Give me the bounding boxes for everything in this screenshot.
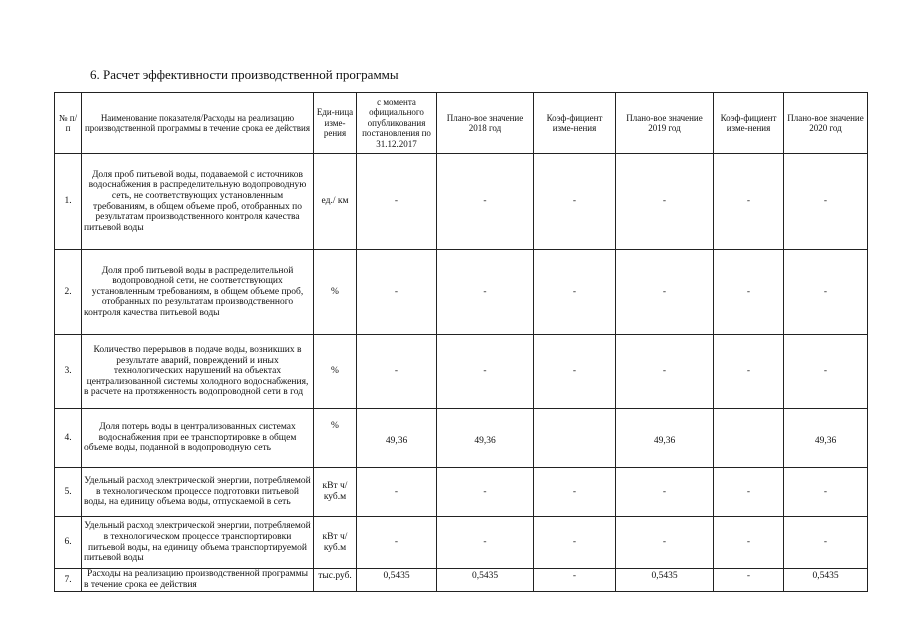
value-2019: -	[616, 154, 714, 250]
value-2020: -	[784, 468, 868, 517]
value-2020: 0,5435	[784, 569, 868, 592]
value-2017: -	[357, 468, 437, 517]
value-coef-2: -	[714, 569, 784, 592]
value-2018: -	[437, 517, 534, 569]
header-num: № п/п	[55, 93, 82, 154]
value-coef-2: -	[714, 335, 784, 409]
value-2020: -	[784, 154, 868, 250]
row-number: 6.	[55, 517, 82, 569]
row-unit: тыс.руб.	[314, 569, 357, 592]
header-coef-2: Коэф-фициент изме-нения	[714, 93, 784, 154]
table-row	[55, 250, 868, 335]
row-name: Доля проб питьевой воды в распределительной водопроводной сети, не соответствующих установленным требованиям, в общем объеме проб, отобранных по результатам производственного контроля качества питьевой воды	[82, 250, 314, 335]
value-coef-2	[714, 409, 784, 468]
row-unit: кВт ч/куб.м	[314, 517, 357, 569]
header-name: Наименование показателя/Расходы на реализацию производственной программы в течение срока ее действия	[82, 93, 314, 154]
value-coef-2: -	[714, 468, 784, 517]
row-unit: кВт ч/куб.м	[314, 468, 357, 517]
value-2019: 49,36	[616, 409, 714, 468]
row-number: 7.	[55, 569, 82, 592]
section-heading: 6. Расчет эффективности производственной программы	[90, 67, 399, 82]
row-unit: %	[314, 409, 357, 468]
value-2019: -	[616, 335, 714, 409]
table-row	[55, 468, 868, 517]
row-name: Доля потерь воды в централизованных системах водоснабжения при ее транспортировке в общем объеме воды, поданной в водопроводную сеть	[82, 409, 314, 468]
value-2018: -	[437, 250, 534, 335]
value-coef-1: -	[534, 154, 616, 250]
header-2019: Плано-вое значение 2019 год	[616, 93, 714, 154]
row-unit: %	[314, 250, 357, 335]
value-coef-1: -	[534, 468, 616, 517]
value-2017: -	[357, 335, 437, 409]
table-row	[55, 154, 868, 250]
value-2019: -	[616, 468, 714, 517]
value-coef-1	[534, 409, 616, 468]
value-2019: -	[616, 250, 714, 335]
value-coef-2: -	[714, 250, 784, 335]
row-number: 5.	[55, 468, 82, 517]
header-2020: Плано-вое значение 2020 год	[784, 93, 868, 154]
row-unit: ед./ км	[314, 154, 357, 250]
value-2019: 0,5435	[616, 569, 714, 592]
table-row	[55, 517, 868, 569]
row-name: Удельный расход электрической энергии, потребляемой в технологическом процессе транспортировки питьевой воды, на единицу объема транспортируемой питьевой воды	[82, 517, 314, 569]
row-unit: %	[314, 335, 357, 409]
row-name: Расходы на реализацию производственной программы в течение срока ее действия	[82, 569, 314, 592]
value-coef-2: -	[714, 517, 784, 569]
table-row	[55, 409, 868, 468]
value-2017: 49,36	[357, 409, 437, 468]
value-2020: -	[784, 250, 868, 335]
row-name: Доля проб питьевой воды, подаваемой с источников водоснабжения в распределительную водопроводную сеть, не соответствующих установленным требованиям, в общем объеме проб, отобранных по результатам производственного контроля качества питьевой воды	[82, 154, 314, 250]
row-name: Удельный расход электрической энергии, потребляемой в технологическом процессе подготовки питьевой воды, на единицу объема воды, отпускаемой в сеть	[82, 468, 314, 517]
header-coef-1: Коэф-фициент изме-нения	[534, 93, 616, 154]
row-number: 2.	[55, 250, 82, 335]
table-header-row	[55, 93, 868, 154]
value-2017: 0,5435	[357, 569, 437, 592]
value-2018: 49,36	[437, 409, 534, 468]
value-2019: -	[616, 517, 714, 569]
row-number: 1.	[55, 154, 82, 250]
value-coef-1: -	[534, 517, 616, 569]
table-row	[55, 335, 868, 409]
efficiency-table	[54, 92, 868, 592]
value-2020: -	[784, 517, 868, 569]
value-coef-1: -	[534, 250, 616, 335]
row-number: 4.	[55, 409, 82, 468]
header-unit: Еди-ница изме-рения	[314, 93, 357, 154]
value-2017: -	[357, 154, 437, 250]
row-name: Количество перерывов в подаче воды, возникших в результате аварий, повреждений и иных технологических нарушений на объектах централизованной системы холодного водоснабжения, в расчете на протяженность водопроводной сети в год	[82, 335, 314, 409]
value-coef-1: -	[534, 569, 616, 592]
table-row	[55, 569, 868, 592]
value-coef-2: -	[714, 154, 784, 250]
header-2018: Плано-вое значение 2018 год	[437, 93, 534, 154]
header-2017: с момента официального опубликования постановления по 31.12.2017	[357, 93, 437, 154]
value-2017: -	[357, 250, 437, 335]
value-2018: -	[437, 335, 534, 409]
value-coef-1: -	[534, 335, 616, 409]
row-number: 3.	[55, 335, 82, 409]
value-2018: 0,5435	[437, 569, 534, 592]
value-2020: -	[784, 335, 868, 409]
value-2018: -	[437, 154, 534, 250]
value-2018: -	[437, 468, 534, 517]
value-2020: 49,36	[784, 409, 868, 468]
value-2017: -	[357, 517, 437, 569]
